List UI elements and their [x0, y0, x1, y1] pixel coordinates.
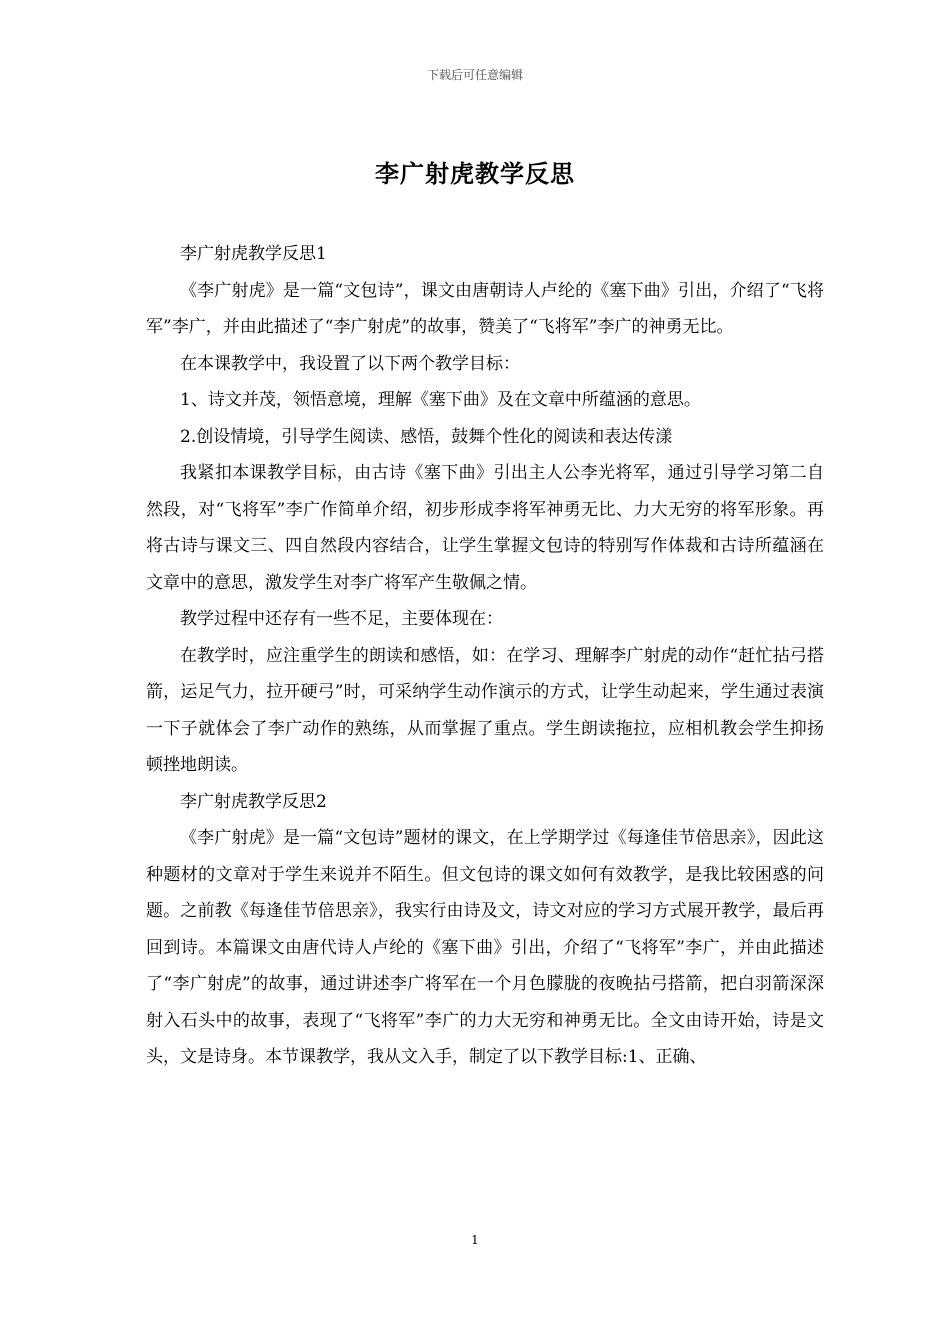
document-body: [146, 236, 824, 1076]
paragraph: 在本课教学中，我设置了以下两个教学目标：: [180, 353, 520, 374]
paragraph: 教学过程中还存有一些不足，主要体现在：: [180, 609, 503, 629]
document-title: 李广射虎教学反思: [375, 160, 575, 188]
paragraph: 在教学时，应注重学生的朗读和感悟，如：在学习、理解李广射虎的动作“赶忙拈弓搭箭，运足气力，拉开硬弓”时，可采纳学生动作演示的方式，让学生动起来，学生通过表演一下子就体会了李广动作的熟练，从而掌握了重点。学生朗读拖拉，应相机教会学生抑扬顿挫地朗读。: [146, 645, 824, 775]
section-heading-2: 李广射虎教学反思2: [180, 791, 327, 812]
list-item-goal-1: 1、诗文并茂，领悟意境，理解《塞下曲》及在文章中所蕴涵的意思。: [180, 390, 701, 410]
paragraph: 《李广射虎》是一篇“文包诗”，课文由唐朝诗人卢纶的《塞下曲》引出，介绍了“飞将军”李广，并由此描述了“李广射虎”的故事，赞美了“飞将军”李广的神勇无比。: [146, 280, 824, 337]
section-heading-1: 李广射虎教学反思1: [180, 244, 327, 264]
paragraph: 我紧扣本课教学目标，由古诗《塞下曲》引出主人公李光将军，通过引导学习第二自然段，对“飞将军”李广作简单介绍，初步形成李将军神勇无比、力大无穷的将军形象。再将古诗与课文三、四自然段内容结合，让学生掌握文包诗的特别写作体裁和古诗所蕴涵在文章中的意思，激发学生对李广将军产生敬佩之情。: [146, 463, 824, 593]
paragraph: 《李广射虎》是一篇“文包诗”题材的课文，在上学期学过《每逢佳节倍思亲》，因此这种题材的文章对于学生来说并不陌生。但文包诗的课文如何有效教学，是我比较困惑的问题。之前教《每逢佳节倍思亲》，我实行由诗及文，诗文对应的学习方式展开教学，最后再回到诗。本篇课文由唐代诗人卢纶的《塞下曲》引出，介绍了“飞将军”李广，并由此描述了“李广射虎”的故事，通过讲述李广将军在一个月色朦胧的夜晚拈弓搭箭，把白羽箭深深射入石头中的故事，表现了“飞将军”李广的力大无穷和神勇无比。全文由诗开始，诗是文头，文是诗身。本节课教学，我从文入手，制定了以下教学目标:1、正确、: [146, 828, 824, 1067]
page-header-note: 下载后可任意编辑: [426, 68, 523, 82]
list-item-goal-2: 2.创设情境，引导学生阅读、感悟，鼓舞个性化的阅读和表达传漾: [180, 426, 673, 447]
page-number: 1: [471, 1233, 479, 1247]
